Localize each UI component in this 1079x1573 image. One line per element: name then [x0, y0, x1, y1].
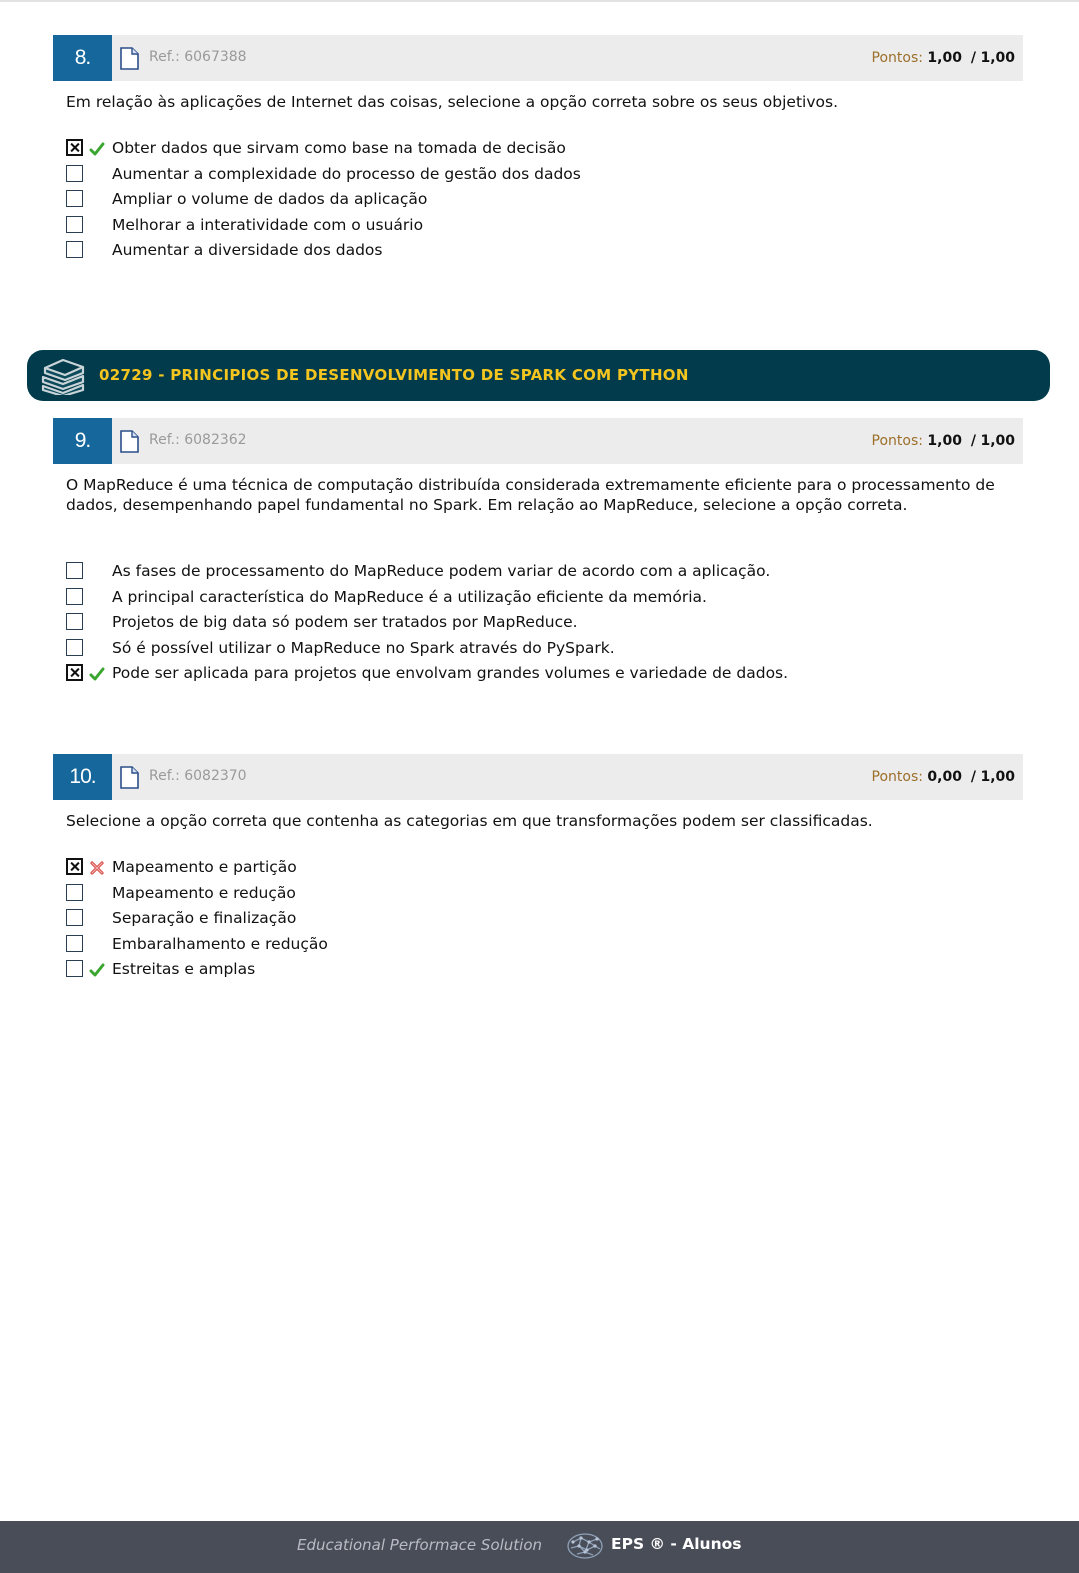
answer-option[interactable]	[66, 587, 966, 609]
correct-check-icon	[89, 141, 105, 157]
document-icon	[120, 430, 139, 453]
points-separator: /	[970, 50, 976, 66]
answer-option[interactable]	[66, 959, 966, 981]
question-9-header	[53, 418, 1023, 464]
option-label: A principal característica do MapReduce é a utilização eficiente da memória.	[112, 587, 707, 606]
footer-brand: EPS ® - Alunos	[611, 1535, 742, 1553]
footer-tagline: Educational Performace Solution	[297, 1536, 543, 1554]
books-icon	[39, 355, 87, 395]
checkbox[interactable]	[66, 241, 83, 258]
checked-checkbox[interactable]	[66, 858, 83, 875]
option-label: Mapeamento e partição	[112, 858, 297, 876]
brain-logo-icon	[565, 1530, 605, 1562]
checkbox[interactable]	[66, 165, 83, 182]
question-points	[872, 769, 1015, 785]
checkbox[interactable]	[66, 216, 83, 233]
points-score: 0,00	[927, 769, 962, 785]
checkbox[interactable]	[66, 639, 83, 656]
question-8-header	[53, 35, 1023, 81]
points-label: Pontos:	[871, 50, 923, 66]
checkbox[interactable]	[66, 935, 83, 952]
option-label: Projetos de big data só podem ser tratados por MapReduce.	[112, 613, 578, 631]
points-total: 1,00	[980, 433, 1015, 449]
checkbox[interactable]	[66, 190, 83, 207]
top-divider	[0, 0, 1079, 2]
wrong-x-icon	[89, 860, 105, 876]
answer-option[interactable]	[66, 857, 966, 879]
answer-option[interactable]	[66, 561, 966, 583]
checkbox[interactable]	[66, 588, 83, 605]
option-label: Aumentar a diversidade dos dados	[112, 241, 383, 259]
answer-option[interactable]	[66, 908, 966, 930]
checkbox[interactable]	[66, 960, 83, 977]
points-score: 1,00	[927, 433, 962, 449]
question-text: Em relação às aplicações de Internet das coisas, selecione a opção correta sobre os seus objetivos.	[66, 93, 838, 111]
question-points	[872, 50, 1015, 66]
answer-option[interactable]	[66, 240, 966, 262]
question-ref: Ref.: 6082362	[149, 432, 247, 448]
points-total: 1,00	[980, 50, 1015, 66]
answer-option[interactable]	[66, 638, 966, 660]
question-number: 10.	[53, 754, 112, 800]
points-score: 1,00	[927, 50, 962, 66]
answer-option[interactable]	[66, 934, 966, 956]
checkbox[interactable]	[66, 562, 83, 579]
option-label: Ampliar o volume de dados da aplicação	[112, 190, 428, 208]
option-label: Obter dados que sirvam como base na tomada de decisão	[112, 139, 566, 157]
footer-bar	[0, 1521, 1079, 1573]
question-number: 9.	[53, 418, 112, 464]
document-icon	[120, 47, 139, 70]
answer-option[interactable]	[66, 215, 966, 237]
question-ref: Ref.: 6082370	[149, 768, 247, 784]
question-points	[872, 433, 1015, 449]
question-text: O MapReduce é uma técnica de computação distribuída considerada extremamente eficiente para o processamento de dados, desempenhando papel fundamental no Spark. Em relação ao MapReduce, selecione a opção correta.	[66, 476, 995, 514]
checked-checkbox[interactable]	[66, 664, 83, 681]
question-text: Selecione a opção correta que contenha as categorias em que transformações podem ser classificadas.	[66, 812, 873, 830]
option-label: Mapeamento e redução	[112, 883, 296, 902]
correct-check-icon	[89, 962, 105, 978]
question-10-header	[53, 754, 1023, 800]
answer-option[interactable]	[66, 189, 966, 211]
section-title: 02729 - PRINCIPIOS DE DESENVOLVIMENTO DE SPARK COM PYTHON	[99, 366, 689, 384]
option-label: Só é possível utilizar o MapReduce no Spark através do PySpark.	[112, 638, 615, 657]
answer-option[interactable]	[66, 138, 966, 160]
checkbox[interactable]	[66, 613, 83, 630]
checkbox[interactable]	[66, 909, 83, 926]
option-label: Embaralhamento e redução	[112, 934, 328, 953]
question-ref: Ref.: 6067388	[149, 49, 247, 65]
answer-option[interactable]	[66, 164, 966, 186]
answer-option[interactable]	[66, 612, 966, 634]
checked-checkbox[interactable]	[66, 139, 83, 156]
points-label: Pontos:	[871, 433, 923, 449]
option-label: Aumentar a complexidade do processo de gestão dos dados	[112, 164, 581, 183]
correct-check-icon	[89, 666, 105, 682]
question-number: 8.	[53, 35, 112, 81]
course-section-banner	[27, 350, 1050, 401]
points-separator: /	[970, 769, 976, 785]
option-label: Pode ser aplicada para projetos que envolvam grandes volumes e variedade de dados.	[112, 664, 789, 682]
option-label: Estreitas e amplas	[112, 960, 256, 978]
option-label: Separação e finalização	[112, 909, 297, 927]
option-label: Melhorar a interatividade com o usuário	[112, 215, 424, 234]
points-separator: /	[970, 433, 976, 449]
document-icon	[120, 766, 139, 789]
answer-option[interactable]	[66, 663, 966, 685]
points-label: Pontos:	[871, 769, 923, 785]
points-total: 1,00	[980, 769, 1015, 785]
answer-option[interactable]	[66, 883, 966, 905]
option-label: As fases de processamento do MapReduce podem variar de acordo com a aplicação.	[112, 562, 771, 580]
checkbox[interactable]	[66, 884, 83, 901]
